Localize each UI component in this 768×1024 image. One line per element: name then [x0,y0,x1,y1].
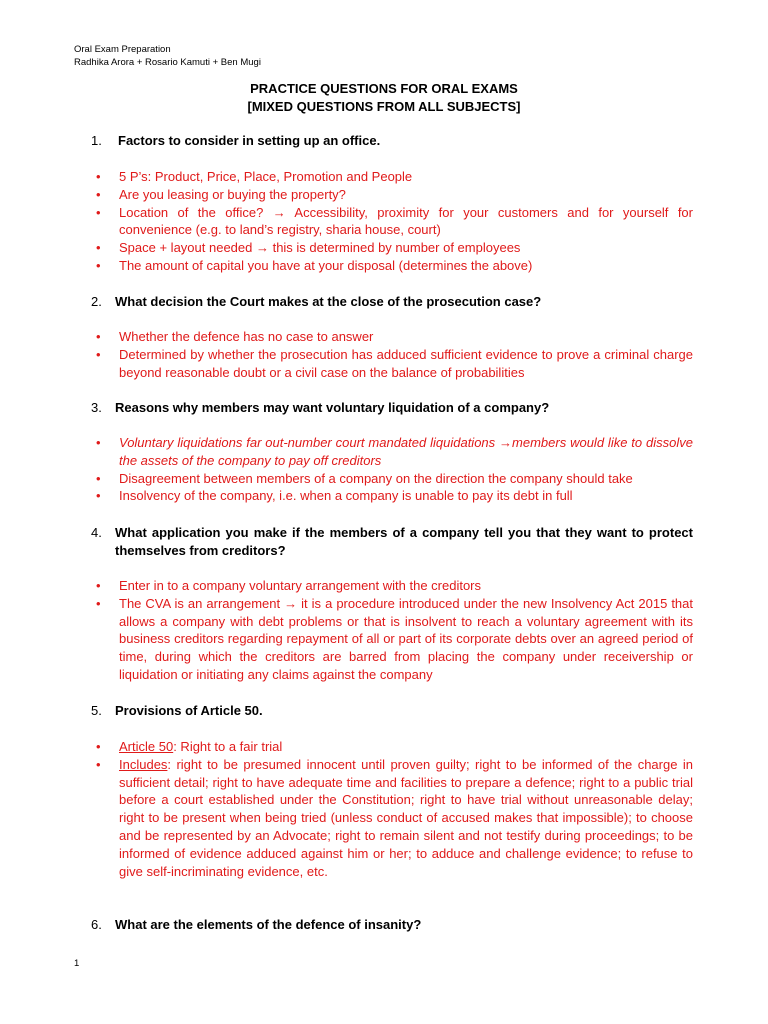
list-item [96,487,693,505]
question-6 [91,916,693,934]
bullet-icon: • [96,240,101,256]
bullet-icon: • [96,435,101,450]
answer-list-5 [96,738,693,880]
question-number: 2. [91,294,102,309]
answer-text: Space + layout needed → this is determined by number of employees [119,240,521,256]
bullet-icon: • [96,169,101,184]
header-course: Oral Exam Preparation [74,44,171,55]
list-item [96,168,693,186]
list-item [96,595,693,684]
bullet-icon: • [96,470,101,486]
answer-text: The amount of capital you have at your disposal (determines the above) [119,257,533,273]
list-item [96,186,693,204]
question-number: 3. [91,400,102,415]
bullet-icon: • [96,329,101,344]
question-5 [91,702,693,720]
answer-text: The CVA is an arrangement → it is a procedure introduced under the new Insolvency Act 2015 that allows a company with debt problems or that is insolvent to reach a voluntary agreement with its business creditors regarding repayment of all or part of its corporate debts over an agreed period of time, during which the creditors are barred from placing the company under receivership or liquidation or initiating any claims against the company [119,595,693,682]
answer-text: Enter in to a company voluntary arrangement with the creditors [119,578,482,593]
answer-text: Location of the office? → Accessibility, proximity for your customers and for yourself for convenience (e.g. to land’s registry, sharia house, court) [119,204,693,238]
answer-list-2 [96,328,693,381]
question-text: Factors to consider in setting up an office. [118,133,381,148]
question-text: What are the elements of the defence of insanity? [115,917,422,932]
bullet-icon: • [96,257,101,273]
answer-text: Disagreement between members of a company on the direction the company should take [119,470,633,486]
answer-label: Includes [119,756,168,772]
question-3 [91,399,693,417]
list-item [96,239,693,257]
answer-list-1 [96,168,693,275]
list-item [96,577,693,595]
bullet-icon: • [96,186,101,202]
answer-text: Voluntary liquidations far out-number court mandated liquidations →members would like to dissolve the assets of the company to pay off creditors [119,435,693,468]
bullet-icon: • [96,578,101,593]
list-item [96,346,693,382]
document-header [74,44,261,69]
question-1 [91,132,693,150]
header-authors: Radhika Arora + Rosario Kamuti + Ben Mugi [74,56,261,68]
bullet-icon: • [96,346,101,362]
title-line-1: PRACTICE QUESTIONS FOR ORAL EXAMS [250,81,518,96]
list-item [96,434,693,470]
answer-text: 5 P’s: Product, Price, Place, Promotion and People [119,169,413,184]
answer-list-3 [96,434,693,505]
title-line-2: [MIXED QUESTIONS FROM ALL SUBJECTS] [247,99,521,114]
question-4 [91,524,693,560]
question-text: Provisions of Article 50. [115,703,263,718]
page-number: 1 [74,958,80,969]
question-text: Reasons why members may want voluntary liquidation of a company? [115,400,550,415]
answer-text: Are you leasing or buying the property? [119,186,346,202]
question-number: 6. [91,917,102,932]
bullet-icon: • [96,756,101,772]
question-number: 5. [91,703,102,718]
question-number: 4. [91,525,102,540]
list-item [96,756,693,881]
answer-list-4 [96,577,693,684]
bullet-icon: • [96,595,101,611]
list-item [96,257,693,275]
answer-label: Article 50 [119,739,174,754]
list-item [96,328,693,346]
bullet-icon: • [96,204,101,220]
answer-text: Whether the defence has no case to answer [119,329,374,344]
list-item [96,738,693,756]
bullet-icon: • [96,739,101,754]
page-title [0,80,768,116]
list-item [96,204,693,240]
question-text: What application you make if the members of a company tell you that they want to protect themselves from creditors? [115,525,693,558]
question-2 [91,293,693,311]
question-number: 1. [91,133,102,148]
answer-text: Insolvency of the company, i.e. when a company is unable to pay its debt in full [119,488,573,504]
answer-text: : right to be presumed innocent until proven guilty; right to be informed of the charge in sufficient detail; right to have adequate time and facilities to prepare a defence; right to a public trial before a court established under the Constitution; right to have trial without unreasonable delay; right to be present when being tried (unless conduct of accused makes that impossible); to choose and be represented by an Advocate; right to remain silent and not testify during proceedings; to be informed of evidence adduced against him or her; to adduce and challenge evidence; to refuse to give self-incriminating evidence, etc. [119,756,693,879]
question-text: What decision the Court makes at the close of the prosecution case? [115,294,542,309]
answer-text: Determined by whether the prosecution has adduced sufficient evidence to prove a criminal charge beyond reasonable doubt or a civil case on the balance of probabilities [119,346,693,380]
list-item [96,470,693,488]
answer-text: : Right to a fair trial [173,739,283,754]
bullet-icon: • [96,488,101,504]
